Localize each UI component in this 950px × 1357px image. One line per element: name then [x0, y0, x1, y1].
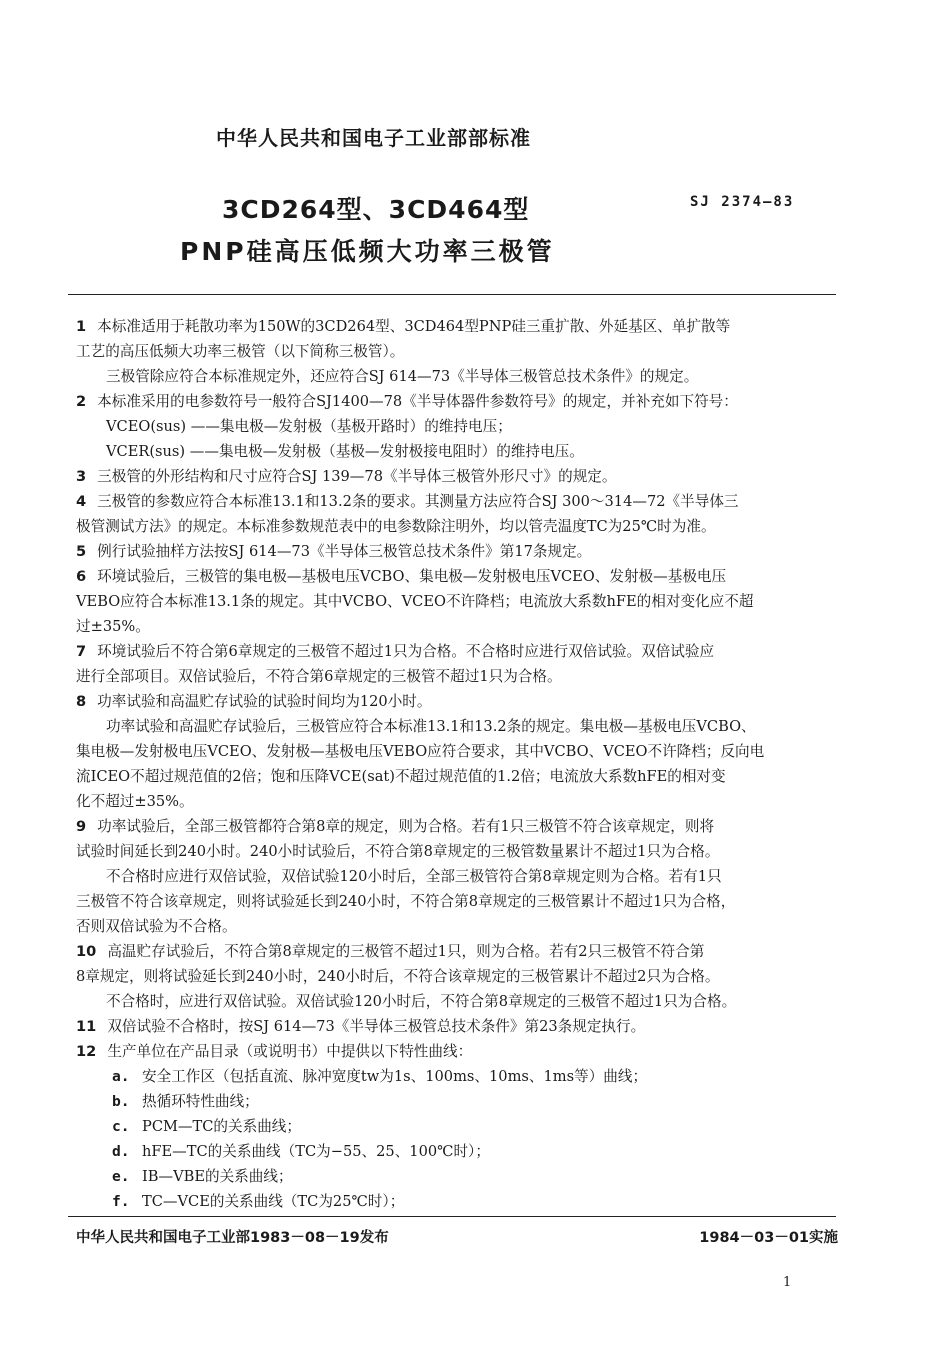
- clause-6-line-2: [76, 591, 838, 613]
- clause-8-line-5: [76, 791, 838, 813]
- clause-number: 3: [76, 468, 87, 485]
- clause-8-line-4: [76, 766, 838, 788]
- clause-11-line-1: [76, 1016, 838, 1038]
- item-letter: b.: [112, 1093, 130, 1110]
- line-text: PCM—TC的关系曲线；: [142, 1118, 301, 1135]
- clause-number: 1: [76, 318, 87, 335]
- line-text: 化不超过±35%。: [76, 793, 194, 810]
- line-text: 不合格时，应进行双倍试验。双倍试验120小时后，不符合第8章规定的三极管不超过1只为合格。: [106, 993, 737, 1010]
- clause-8-line-2: [106, 716, 868, 738]
- clause-number: 2: [76, 393, 87, 410]
- clause-number: 7: [76, 643, 87, 660]
- line-text: 功率试验后，全部三极管都符合第8章的规定，则为合格。若有1只三极管不符合该章规定，则将: [97, 818, 715, 835]
- line-text: VCER(sus) ——集电极—发射极（基极—发射极接电阻时）的维持电压。: [106, 443, 584, 460]
- line-text: 生产单位在产品目录（或说明书）中提供以下特性曲线：: [107, 1043, 473, 1060]
- line-text: 试验时间延长到240小时。240小时试验后，不符合第8章规定的三极管数量累计不超过1只为合格。: [76, 843, 720, 860]
- standard-number: SJ 2374—83: [690, 194, 795, 210]
- clause-12-line-1: [76, 1041, 838, 1063]
- list-item-a: [112, 1066, 874, 1088]
- item-letter: c.: [112, 1118, 130, 1135]
- line-text: 否则双倍试验为不合格。: [76, 918, 237, 935]
- list-item-c: [112, 1116, 874, 1138]
- clause-9-line-4: [76, 891, 838, 913]
- clause-number: 8: [76, 693, 87, 710]
- clause-9-line-2: [76, 841, 838, 863]
- line-text: 流ICEO不超过规范值的2倍；饱和压降VCE(sat)不超过规范值的1.2倍；电流放大系数hFE的相对变: [76, 768, 726, 785]
- line-text: 热循环特性曲线；: [142, 1093, 259, 1110]
- clause-number: 6: [76, 568, 87, 585]
- symbol-vceo-sus: [106, 416, 868, 438]
- line-text: TC—VCE的关系曲线（TC为25℃时）；: [142, 1193, 405, 1210]
- clause-10-line-3: [106, 991, 868, 1013]
- line-text: 进行全部项目。双倍试验后，不符合第6章规定的三极管不超过1只为合格。: [76, 668, 562, 685]
- clause-6-line-1: [76, 566, 838, 588]
- line-text: 高温贮存试验后，不符合第8章规定的三极管不超过1只，则为合格。若有2只三极管不符合第: [107, 943, 705, 960]
- clause-3-line-1: [76, 466, 838, 488]
- item-letter: a.: [112, 1068, 130, 1085]
- line-text: 本标准适用于耗散功率为150W的3CD264型、3CD464型PNP硅三重扩散、外延基区、单扩散等: [97, 318, 731, 335]
- line-text: 集电极—发射极电压VCEO、发射极—基极电压VEBO应符合要求，其中VCBO、VCEO不许降档；反向电: [76, 743, 765, 760]
- clause-number: 9: [76, 818, 87, 835]
- clause-1-line-2: [76, 341, 838, 363]
- line-text: VCEO(sus) ——集电极—发射极（基极开路时）的维持电压；: [106, 418, 512, 435]
- item-letter: e.: [112, 1168, 130, 1185]
- line-text: 例行试验抽样方法按SJ 614—73《半导体三极管总技术条件》第17条规定。: [97, 543, 592, 560]
- clause-6-line-3: [76, 616, 838, 638]
- clause-7-line-2: [76, 666, 838, 688]
- line-text: 环境试验后不符合第6章规定的三极管不超过1只为合格。不合格时应进行双倍试验。双倍试验应: [97, 643, 715, 660]
- line-text: 三极管不符合该章规定，则将试验延长到240小时，不符合第8章规定的三极管累计不超过1只为合格，: [76, 893, 736, 910]
- clause-4-line-1: [76, 491, 838, 513]
- line-text: 安全工作区（包括直流、脉冲宽度tw为1s、100ms、10ms、1ms等）曲线；: [142, 1068, 648, 1085]
- document-title-line2: PNP硅高压低频大功率三极管: [180, 237, 555, 266]
- line-text: hFE—TC的关系曲线（TC为−55、25、100℃时）；: [142, 1143, 490, 1160]
- clause-2-line-1: [76, 391, 838, 413]
- line-text: 三极管的外形结构和尺寸应符合SJ 139—78《半导体三极管外形尺寸》的规定。: [97, 468, 617, 485]
- clause-9-line-5: [76, 916, 838, 938]
- issuing-authority: 中华人民共和国电子工业部部标准: [216, 126, 531, 150]
- top-rule: [68, 294, 836, 295]
- document-title-line1: 3CD264型、3CD464型: [222, 195, 530, 224]
- page-number: 1: [783, 1275, 792, 1290]
- list-item-d: [112, 1141, 874, 1163]
- line-text: 功率试验和高温贮存试验的试验时间均为120小时。: [97, 693, 432, 710]
- clause-10-line-1: [76, 941, 838, 963]
- line-text: 三极管除应符合本标准规定外，还应符合SJ 614—73《半导体三极管总技术条件》的规定。: [106, 368, 699, 385]
- clause-1-line-3: [106, 366, 868, 388]
- clause-7-line-1: [76, 641, 838, 663]
- clause-8-line-1: [76, 691, 838, 713]
- item-letter: d.: [112, 1143, 130, 1160]
- line-text: 三极管的参数应符合本标准13.1和13.2条的要求。其测量方法应符合SJ 300～314—72《半导体三: [97, 493, 739, 510]
- clause-number: 12: [76, 1043, 97, 1060]
- line-text: VEBO应符合本标准13.1条的规定。其中VCBO、VCEO不许降档；电流放大系数hFE的相对变化应不超: [76, 593, 754, 610]
- clause-number: 5: [76, 543, 87, 560]
- clause-5-line-1: [76, 541, 838, 563]
- clause-number: 11: [76, 1018, 97, 1035]
- effective-date: 1984－03－01实施: [699, 1230, 838, 1246]
- clause-8-line-3: [76, 741, 838, 763]
- line-text: 过±35%。: [76, 618, 150, 635]
- line-text: 功率试验和高温贮存试验后，三极管应符合本标准13.1和13.2条的规定。集电极—基极电压VCBO、: [106, 718, 756, 735]
- line-text: 本标准采用的电参数符号一般符合SJ1400—78《半导体器件参数符号》的规定，并补充如下符号：: [97, 393, 738, 410]
- clause-4-line-2: [76, 516, 838, 538]
- line-text: 双倍试验不合格时，按SJ 614—73《半导体三极管总技术条件》第23条规定执行。: [107, 1018, 646, 1035]
- clause-9-line-3: [106, 866, 868, 888]
- list-item-f: [112, 1191, 874, 1213]
- issue-date: 中华人民共和国电子工业部1983－08－19发布: [76, 1230, 389, 1246]
- line-text: 不合格时应进行双倍试验，双倍试验120小时后，全部三极管符合第8章规定则为合格。若有1只: [106, 868, 722, 885]
- clause-10-line-2: [76, 966, 838, 988]
- clause-number: 4: [76, 493, 87, 510]
- line-text: 环境试验后，三极管的集电极—基极电压VCBO、集电极—发射极电压VCEO、发射极—基极电压: [97, 568, 727, 585]
- clause-number: 10: [76, 943, 97, 960]
- clause-1-line-1: [76, 316, 838, 338]
- line-text: 8章规定，则将试验延长到240小时，240小时后，不符合该章规定的三极管累计不超过2只为合格。: [76, 968, 720, 985]
- list-item-e: [112, 1166, 874, 1188]
- clause-9-line-1: [76, 816, 838, 838]
- line-text: 工艺的高压低频大功率三极管（以下简称三极管）。: [76, 343, 405, 360]
- bottom-rule: [68, 1216, 836, 1217]
- line-text: IB—VBE的关系曲线；: [142, 1168, 293, 1185]
- list-item-b: [112, 1091, 874, 1113]
- item-letter: f.: [112, 1193, 130, 1210]
- symbol-vcer-sus: [106, 441, 868, 463]
- line-text: 极管测试方法》的规定。本标准参数规范表中的电参数除注明外，均以管壳温度TC为25℃时为准。: [76, 518, 716, 535]
